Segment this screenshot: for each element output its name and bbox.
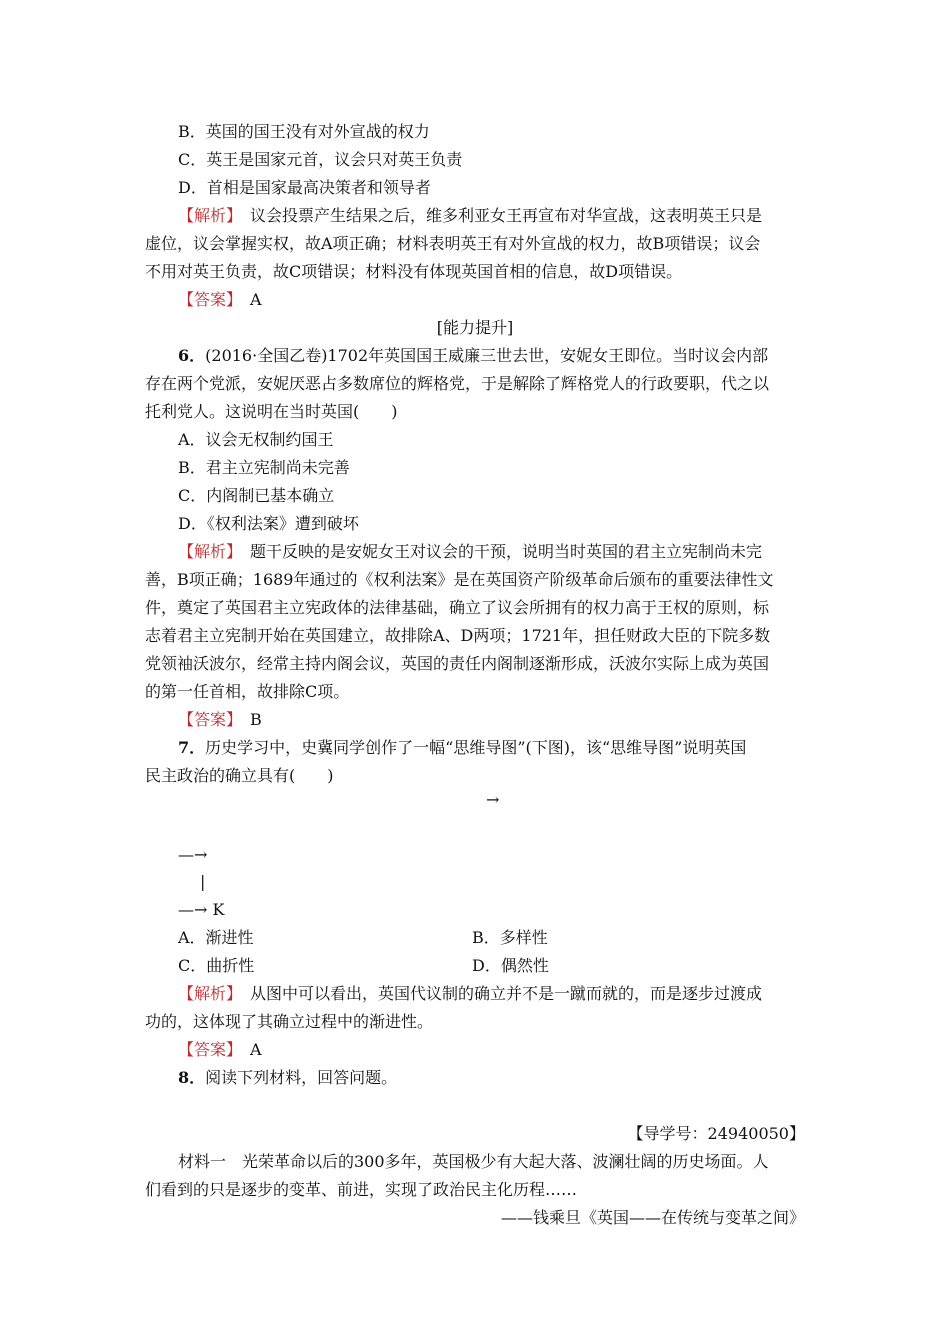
q6-answer: 【答案】 B bbox=[178, 710, 262, 729]
diagram-bar: | bbox=[200, 872, 206, 891]
q5-answer: 【答案】 A bbox=[178, 290, 262, 309]
q5-option-c: C．英王是国家元首，议会只对英王负责 bbox=[178, 150, 463, 169]
q6-analysis-line-6: 的第一任首相，故排除C项。 bbox=[145, 682, 350, 701]
q7-stem-line-1: 7．历史学习中，史冀同学创作了一幅“思维导图”(下图)，该“思维导图”说明英国 bbox=[178, 738, 747, 757]
q5-analysis-line-2: 虚位，议会掌握实权，故A项正确；材料表明英王有对外宣战的权力，故B项错误；议会 bbox=[145, 234, 761, 253]
analysis-tag: 【解析】 bbox=[178, 542, 235, 561]
q6-number: 6． bbox=[178, 346, 206, 365]
analysis-tag: 【解析】 bbox=[178, 206, 235, 225]
q5-option-d: D．首相是国家最高决策者和领导者 bbox=[178, 178, 431, 197]
diagram-arrow-top: → bbox=[486, 790, 500, 809]
answer-tag: 【答案】 bbox=[178, 1040, 235, 1059]
q7-option-c: C．曲折性 bbox=[178, 956, 255, 975]
diagram-arrow-bottom: —→ K bbox=[178, 900, 225, 919]
q8-material-line-1: 材料一 光荣革命以后的300多年，英国极少有大起大落、波澜壮阔的历史场面。人 bbox=[178, 1152, 769, 1171]
q6-analysis-line-5: 党领袖沃波尔，经常主持内阁会议，英国的责任内阁制逐渐形成，沃波尔实际上成为英国 bbox=[145, 654, 770, 673]
q6-option-d: D．《权利法案》遭到破坏 bbox=[178, 514, 359, 533]
q6-stem-line-1: 6．(2016·全国乙卷)1702年英国国王威廉三世去世，安妮女王即位。当时议会内部 bbox=[178, 346, 769, 365]
q7-option-b: B．多样性 bbox=[472, 928, 548, 947]
q7-analysis-line-1: 【解析】 从图中可以看出，英国代议制的确立并不是一蹴而就的，而是逐步过渡成 bbox=[178, 984, 763, 1003]
q7-analysis-line-2: 功的，这体现了其确立过程中的渐进性。 bbox=[145, 1012, 434, 1031]
section-title: [能力提升] bbox=[436, 318, 514, 337]
q6-stem-line-3: 托利党人。这说明在当时英国( ) bbox=[145, 402, 398, 421]
q6-analysis-line-1: 【解析】 题干反映的是安妮女王对议会的干预，说明当时英国的君主立宪制尚未完 bbox=[178, 542, 763, 561]
q7-number: 7． bbox=[178, 738, 206, 757]
q6-analysis-line-3: 件，奠定了英国君主立宪政体的法律基础，确立了议会所拥有的权力高于王权的原则，标 bbox=[145, 598, 770, 617]
q8-number: 8． bbox=[178, 1068, 206, 1087]
q6-option-c: C．内阁制已基本确立 bbox=[178, 486, 335, 505]
q6-option-a: A．议会无权制约国王 bbox=[178, 430, 334, 449]
q8-material-line-2: 们看到的只是逐步的变革、前进，实现了政治民主化历程…… bbox=[145, 1180, 578, 1199]
q7-stem-line-2: 民主政治的确立具有( ) bbox=[145, 766, 334, 785]
q6-stem-line-2: 存在两个党派，安妮厌恶占多数席位的辉格党，于是解除了辉格党人的行政要职，代之以 bbox=[145, 374, 770, 393]
q8-stem: 8．阅读下列材料，回答问题。 bbox=[178, 1068, 398, 1087]
q7-answer: 【答案】 A bbox=[178, 1040, 262, 1059]
q7-option-d: D．偶然性 bbox=[472, 956, 549, 975]
q6-analysis-line-4: 志着君主立宪制开始在英国建立，故排除A、D两项；1721年，担任财政大臣的下院多数 bbox=[145, 626, 771, 645]
q5-analysis-line-1: 【解析】 议会投票产生结果之后，维多利亚女王再宣布对华宣战，这表明英王只是 bbox=[178, 206, 763, 225]
answer-tag: 【答案】 bbox=[178, 290, 235, 309]
diagram-arrow-mid: —→ bbox=[178, 845, 208, 864]
q5-analysis-line-3: 不用对英王负责，故C项错误；材料没有体现英国首相的信息，故D项错误。 bbox=[145, 262, 683, 281]
guide-number: 【导学号：24940050】 bbox=[627, 1124, 805, 1143]
q6-option-b: B．君主立宪制尚未完善 bbox=[178, 458, 350, 477]
q5-option-b: B．英国的国王没有对外宣战的权力 bbox=[178, 122, 430, 141]
q7-option-a: A．渐进性 bbox=[178, 928, 254, 947]
analysis-tag: 【解析】 bbox=[178, 984, 235, 1003]
answer-tag: 【答案】 bbox=[178, 710, 235, 729]
q8-source: ——钱乘旦《英国——在传统与变革之间》 bbox=[500, 1208, 805, 1227]
q6-analysis-line-2: 善，B项正确；1689年通过的《权利法案》是在英国资产阶级革命后颁布的重要法律性文 bbox=[145, 570, 774, 589]
